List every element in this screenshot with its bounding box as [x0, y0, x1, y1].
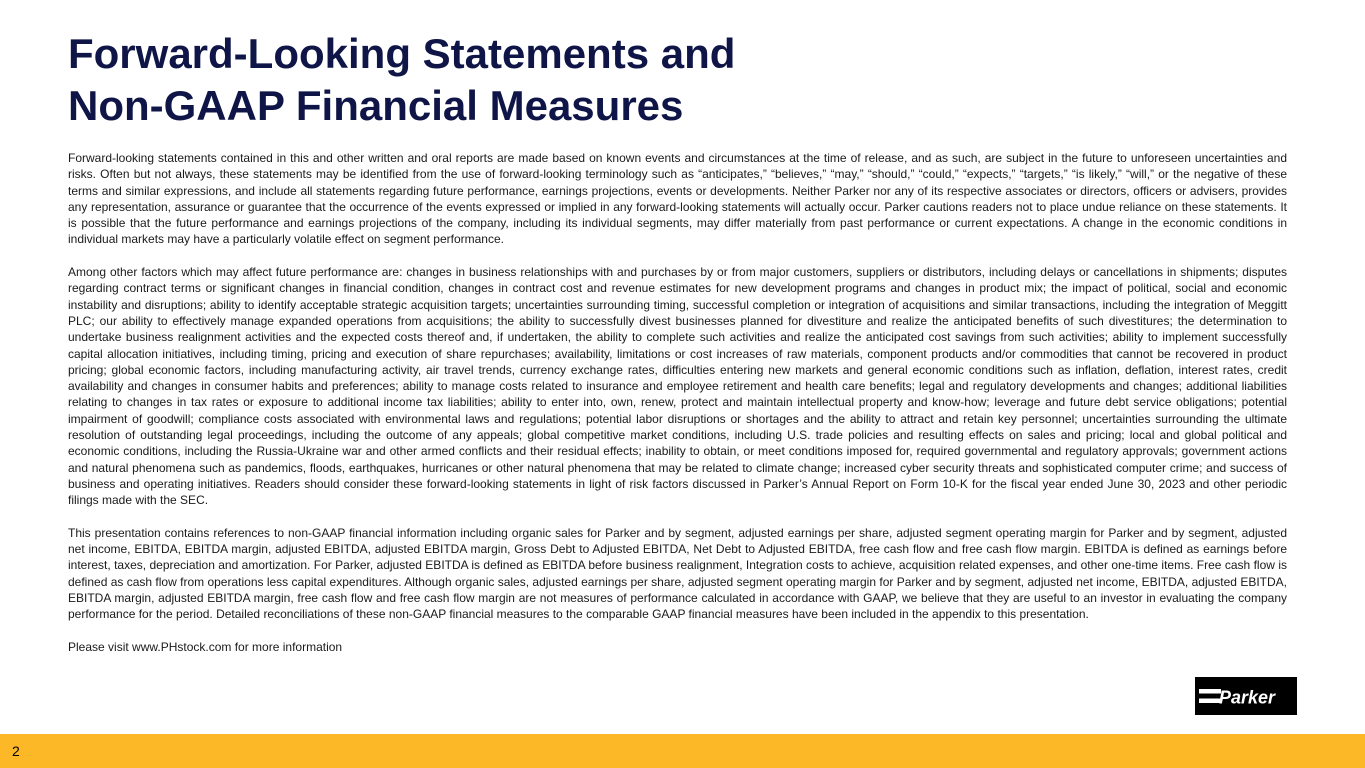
- parker-logo-mark: [1195, 677, 1297, 715]
- forward-looking-paragraph: Forward-looking statements contained in this and other written and oral reports are made based on known events and circumstances at the time of release, and as such, are subject in the future to unforeseen uncertainties and risks. Often but not always, these statements may be identified from the use of forward-looking terminology such as “anticipates,” “believes,” “may,” “should,” “could,” “expects,” “targets,” “is likely,” “will,” or the negative of these terms and similar expressions, and include all statements regarding future performance, earnings projections, events or developments. Neither Parker nor any of its respective associates or directors, officers or advisers, provides any representation, assurance or guarantee that the occurrence of the events expressed or implied in any forward-looking statements will actually occur. Parker cautions readers not to place undue reliance on these statements. It is possible that the future performance and earnings projections of the company, including its individual segments, may differ materially from past performance or current expectations. A change in the economic conditions in individual markets may have a particularly volatile effect on segment performance.: [68, 151, 1287, 247]
- page-number: 2: [12, 743, 20, 759]
- visit-website-text: Please visit www.PHstock.com for more information: [68, 639, 343, 654]
- parker-logo: [1195, 677, 1297, 715]
- slide-title-line-2: Non-GAAP Financial Measures: [68, 82, 684, 129]
- non-gaap-paragraph: This presentation contains references to non-GAAP financial information including organic sales for Parker and by segment, adjusted earnings per share, adjusted segment operating margin for Parker and by segment, adjusted net income, EBITDA, EBITDA margin, adjusted EBITDA, adjusted EBITDA margin, Gross Debt to Adjusted EBITDA, Net Debt to Adjusted EBITDA, free cash flow and free cash flow margin. EBITDA is defined as earnings before interest, taxes, depreciation and amortization. For Parker, adjusted EBITDA is defined as EBITDA before business realignment, Integration costs to achieve, acquisition related expenses, and other one-time items. Free cash flow is defined as cash flow from operations less capital expenditures. Although organic sales, adjusted earnings per share, adjusted segment operating margin for Parker and by segment, adjusted net income, EBITDA, adjusted EBITDA, EBITDA margin, adjusted EBITDA margin, free cash flow and free cash flow margin are not measures of performance calculated in accordance with GAAP, we believe that they are useful to an investor in evaluating the company performance for the period. Detailed reconciliations of these non-GAAP financial measures to the comparable GAAP financial measures have been included in the appendix to this presentation.: [68, 525, 1287, 622]
- slide-body: [68, 150, 1287, 672]
- slide-title-line-1: Forward-Looking Statements and: [68, 30, 736, 77]
- parker-logo-wordmark: Parker: [1219, 687, 1276, 708]
- footer-bar: [0, 734, 1365, 768]
- slide-title: [68, 28, 735, 132]
- risk-factors-paragraph: Among other factors which may affect future performance are: changes in business relationships with and purchases by or from major customers, suppliers or distributors, including delays or cancellations in shipments; disputes regarding contract terms or significant changes in financial condition, changes in contract cost and revenue estimates for new development programs and changes in product mix; the impact of political, social and economic instability and disruptions; ability to identify acceptable strategic acquisition targets; uncertainties surrounding timing, successful completion or integration of acquisitions and similar transactions, including the integration of Meggitt PLC; our ability to effectively manage expanded operations from acquisitions; the ability to successfully divest businesses planned for divestiture and realize the anticipated benefits of such divestitures; the determination to undertake business realignment activities and the expected costs thereof and, if undertaken, the ability to complete such activities and realize the anticipated cost savings from such activities; ability to implement successfully capital allocation initiatives, including timing, pricing and execution of share repurchases; availability, limitations or cost increases of raw materials, component products and/or commodities that cannot be recovered in product pricing; global economic factors, including manufacturing activity, air travel trends, currency exchange rates, difficulties entering new markets and general economic conditions such as inflation, deflation, interest rates, credit availability and changes in consumer habits and preferences; ability to manage costs related to insurance and employee retirement and health care benefits; legal and regulatory developments and changes; additional liabilities relating to changes in tax rates or exposure to additional income tax liabilities; ability to enter into, own, renew, protect and maintain intellectual property and know-how; leverage and future debt service obligations; potential impairment of goodwill; compliance costs associated with environmental laws and regulations; potential labor disruptions or shortages and the ability to attract and retain key personnel; uncertainties surrounding the ultimate resolution of outstanding legal proceedings, including the outcome of any appeals; global competitive market conditions, including U.S. trade policies and resulting effects on sales and pricing; local and global political and economic conditions, including the Russia-Ukraine war and other armed conflicts and their residual effects; inability to obtain, or meet conditions imposed for, required governmental and regulatory approvals; government actions and natural phenomena such as pandemics, floods, earthquakes, hurricanes or other natural phenomena that may be related to climate change; increased cyber security threats and sophisticated computer crime; and success of business and operating initiatives. Readers should consider these forward-looking statements in light of risk factors discussed in Parker’s Annual Report on Form 10-K for the fiscal year ended June 30, 2023 and other periodic filings made with the SEC.: [68, 265, 1287, 508]
